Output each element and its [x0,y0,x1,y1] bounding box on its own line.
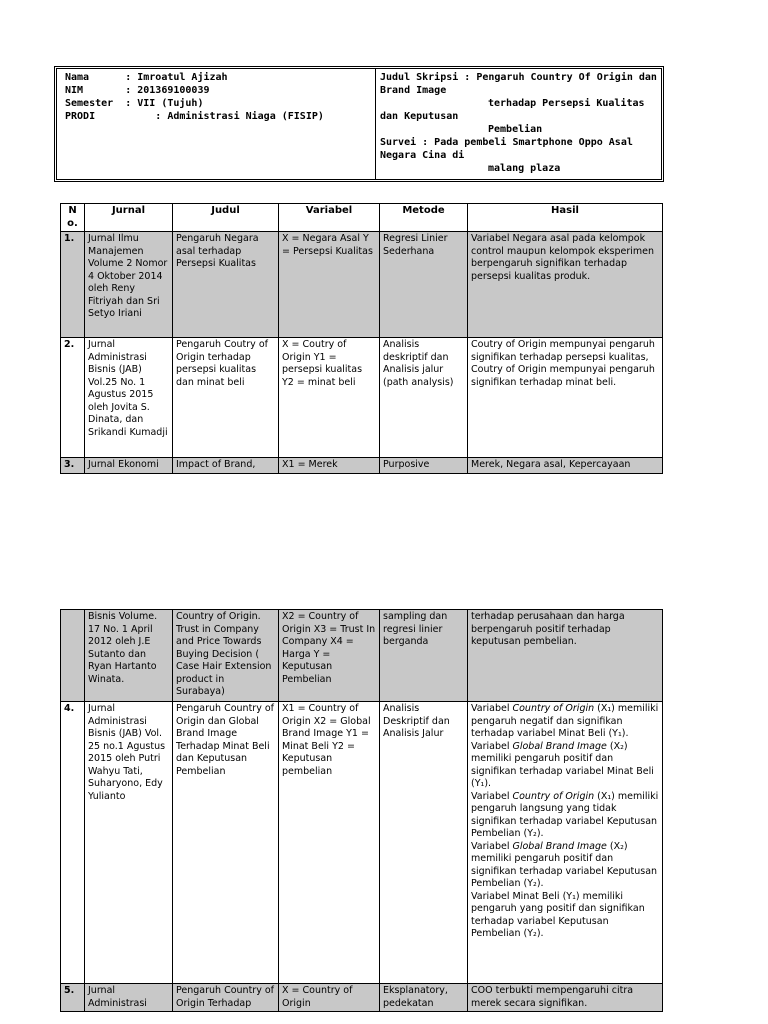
table-row [61,458,663,474]
table-row [61,610,663,702]
cell-hasil [468,702,663,984]
cell-hasil: Merek, Negara asal, Kepercayaan [468,458,663,474]
table-row [61,232,663,338]
cell-judul: Pengaruh Country of Origin Terhadap [173,984,279,1012]
info-judul-cont1: terhadap Persepsi Kualitas [488,98,645,109]
cell-no: 1. [61,232,85,338]
cell-hasil: terhadap perusahaan dan harga berpengaruh positif terhadap keputusan pembelian. [468,610,663,702]
student-info-left [57,69,376,179]
journal-table-part1 [60,203,663,474]
info-survei: Survei : Pada pembeli Smartphone Oppo Asal Negara Cina di [380,137,633,161]
cell-no: 2. [61,338,85,458]
info-prodi: PRODI : Administrasi Niaga (FISIP) [65,111,324,122]
table-row [61,702,663,984]
cell-judul: Country of Origin. Trust in Company and Price Towards Buying Decision ( Case Hair Extension product in Surabaya) [173,610,279,702]
cell-metode: Regresi Linier Sederhana [380,232,468,338]
info-semester: Semester : VII (Tujuh) [65,98,204,109]
info-judul: Judul Skripsi : Pengaruh Country Of Origin dan Brand Image [380,72,657,96]
cell-jurnal: Jurnal Administrasi Bisnis (JAB) Vol.25 No. 1 Agustus 2015 oleh Jovita S. Dinata, dan Srikandi Kumadji [85,338,173,458]
cell-hasil: Variabel Negara asal pada kelompok control maupun kelompok eksperimen berpengaruh signifikan terhadap persepsi kualitas produk. [468,232,663,338]
cell-metode: Analisis Deskriptif dan Analisis Jalur [380,702,468,984]
cell-hasil: COO terbukti mempengaruhi citra merek secara signifikan. [468,984,663,1012]
cell-jurnal: Jurnal Ilmu Manajemen Volume 2 Nomor 4 Oktober 2014 oleh Reny Fitriyah dan Sri Setyo Iriani [85,232,173,338]
cell-judul: Impact of Brand, [173,458,279,474]
info-survei-cont: malang plaza [488,163,561,174]
hasil-item: Variabel Global Brand Image (X₂) memiliki pengaruh positif dan signifikan terhadap variabel Keputusan Pembelian (Y₂). [471,840,658,889]
header-hasil: Hasil [468,204,663,232]
hasil-item: Variabel Global Brand Image (X₂) memiliki pengaruh positif dan signifikan terhadap variabel Minat Beli (Y₁). [471,740,654,789]
cell-jurnal: Jurnal Ekonomi [85,458,173,474]
cell-variabel: X1 = Country of Origin X2 = Global Brand Image Y1 = Minat Beli Y2 = Keputusan pembelian [279,702,380,984]
table-row [61,984,663,1012]
info-judul-cont2: dan Keputusan [380,111,459,122]
cell-no: 3. [61,458,85,474]
cell-judul: Pengaruh Country of Origin dan Global Brand Image Terhadap Minat Beli dan Keputusan Pembelian [173,702,279,984]
cell-no [61,610,85,702]
header-variabel: Variabel [279,204,380,232]
header-judul: Judul [173,204,279,232]
header-jurnal: Jurnal [85,204,173,232]
cell-metode: sampling dan regresi linier berganda [380,610,468,702]
cell-jurnal: Bisnis Volume. 17 No. 1 April 2012 oleh J.E Sutanto dan Ryan Hartanto Winata. [85,610,173,702]
student-info-box [54,66,664,182]
journal-table-part2 [60,609,663,1012]
thesis-info-right [376,69,661,179]
hasil-item: Variabel Country of Origin (X₁) memiliki pengaruh langsung yang tidak signifikan terhadap variabel Keputusan Pembelian (Y₂). [471,790,659,839]
cell-variabel: X = Country of Origin [279,984,380,1012]
cell-variabel: X = Negara Asal Y = Persepsi Kualitas [279,232,380,338]
cell-metode: Purposive [380,458,468,474]
info-nim: NIM : 201369100039 [65,85,210,96]
cell-variabel: X = Coutry of Origin Y1 = persepsi kualitas Y2 = minat beli [279,338,380,458]
cell-no: 4. [61,702,85,984]
info-judul-cont3: Pembelian [488,124,543,135]
cell-jurnal: Jurnal Administrasi Bisnis (JAB) Vol. 25 no.1 Agustus 2015 oleh Putri Wahyu Tati, Suharyono, Edy Yulianto [85,702,173,984]
header-metode: Metode [380,204,468,232]
cell-variabel: X2 = Country of Origin X3 = Trust In Company X4 = Harga Y = Keputusan Pembelian [279,610,380,702]
cell-variabel: X1 = Merek [279,458,380,474]
cell-no: 5. [61,984,85,1012]
table-row [61,338,663,458]
table-header-row [61,204,663,232]
info-nama: Nama : Imroatul Ajizah [65,72,228,83]
hasil-item: Variabel Minat Beli (Y₁) memiliki pengaruh yang positif dan signifikan terhadap variabel Keputusan Pembelian (Y₂). [471,890,645,939]
header-no: N o. [61,204,85,232]
cell-judul: Pengaruh Coutry of Origin terhadap persepsi kualitas dan minat beli [173,338,279,458]
cell-jurnal: Jurnal Administrasi [85,984,173,1012]
cell-metode: Analisis deskriptif dan Analisis jalur (path analysis) [380,338,468,458]
cell-hasil: Coutry of Origin mempunyai pengaruh signifikan terhadap persepsi kualitas, Coutry of Origin mempunyai pengaruh signifikan terhadap minat beli. [468,338,663,458]
hasil-item: Variabel Country of Origin (X₁) memiliki pengaruh negatif dan signifikan terhadap variabel Minat Beli (Y₁). [471,703,659,739]
cell-metode: Eksplanatory, pedekatan [380,984,468,1012]
cell-judul: Pengaruh Negara asal terhadap Persepsi Kualitas [173,232,279,338]
